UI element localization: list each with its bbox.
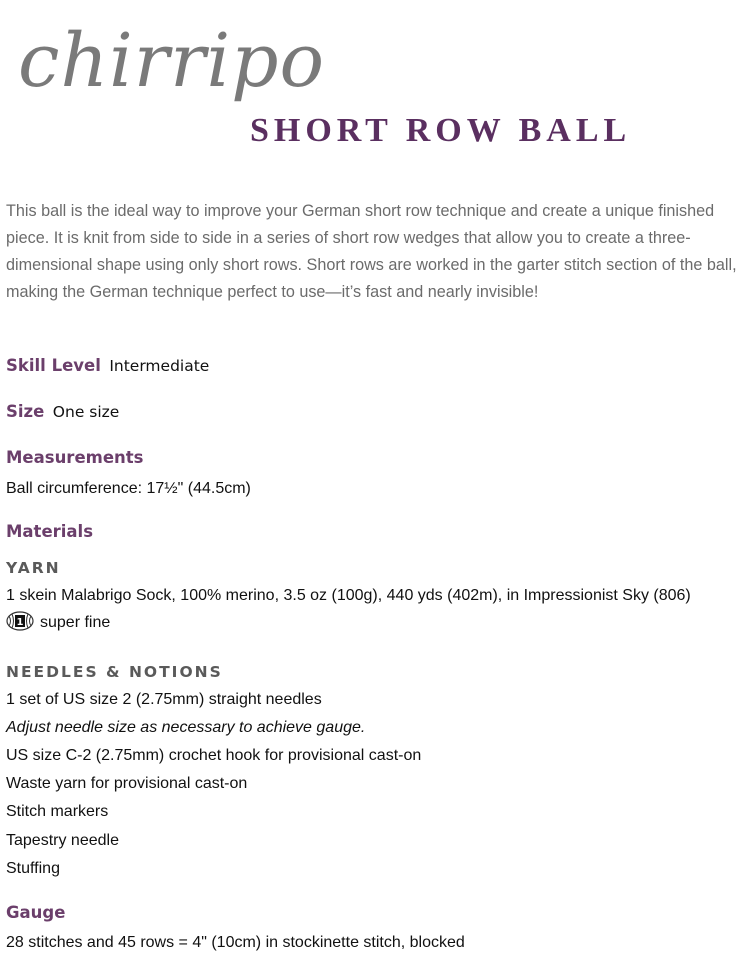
notion-item: Tapestry needle — [6, 832, 119, 849]
pattern-subtitle: SHORT ROW BALL — [250, 112, 632, 149]
notion-item-gauge-note: Adjust needle size as necessary to achieve gauge. — [6, 719, 366, 736]
notion-item: Stitch markers — [6, 803, 109, 820]
size-label: Size — [6, 402, 45, 421]
notion-item: 1 set of US size 2 (2.75mm) straight needles — [6, 691, 322, 708]
yarn-weight-text: super fine — [40, 614, 111, 631]
gauge-heading: Gauge — [6, 903, 66, 922]
notion-item: US size C-2 (2.75mm) crochet hook for provisional cast-on — [6, 747, 422, 764]
gauge-value: 28 stitches and 45 rows = 4" (10cm) in stockinette stitch, blocked — [6, 934, 465, 951]
yarn-weight-icon — [6, 611, 34, 636]
skill-level-row — [6, 356, 209, 376]
notion-item: Stuffing — [6, 860, 60, 877]
script-title: chirripo — [18, 18, 326, 104]
measurements-heading: Measurements — [6, 448, 144, 467]
notion-item: Waste yarn for provisional cast-on — [6, 775, 248, 792]
measurements-value: Ball circumference: 17½" (44.5cm) — [6, 480, 251, 497]
size-row — [6, 402, 119, 422]
size-value: One size — [52, 403, 120, 421]
skill-level-value: Intermediate — [109, 357, 210, 375]
yarn-weight-row — [6, 611, 110, 636]
materials-heading: Materials — [6, 522, 94, 541]
intro-paragraph: This ball is the ideal way to improve your German short row technique and create a unique finished piece. It is knit from side to side in a series of short row wedges that allow you to create a three-dimensional shape using only short rows. Short rows are worked in the garter stitch section of the ball, making the German technique perfect to use—it’s fast and nearly invisible! — [6, 202, 737, 301]
yarn-weight-number: 1 — [16, 617, 24, 628]
needles-notions-heading: NEEDLES & NOTIONS — [6, 663, 223, 681]
skill-level-label: Skill Level — [6, 356, 101, 375]
yarn-heading: YARN — [6, 559, 61, 577]
yarn-line: 1 skein Malabrigo Sock, 100% merino, 3.5 oz (100g), 440 yds (402m), in Impressionist Sky (806) — [6, 587, 691, 604]
